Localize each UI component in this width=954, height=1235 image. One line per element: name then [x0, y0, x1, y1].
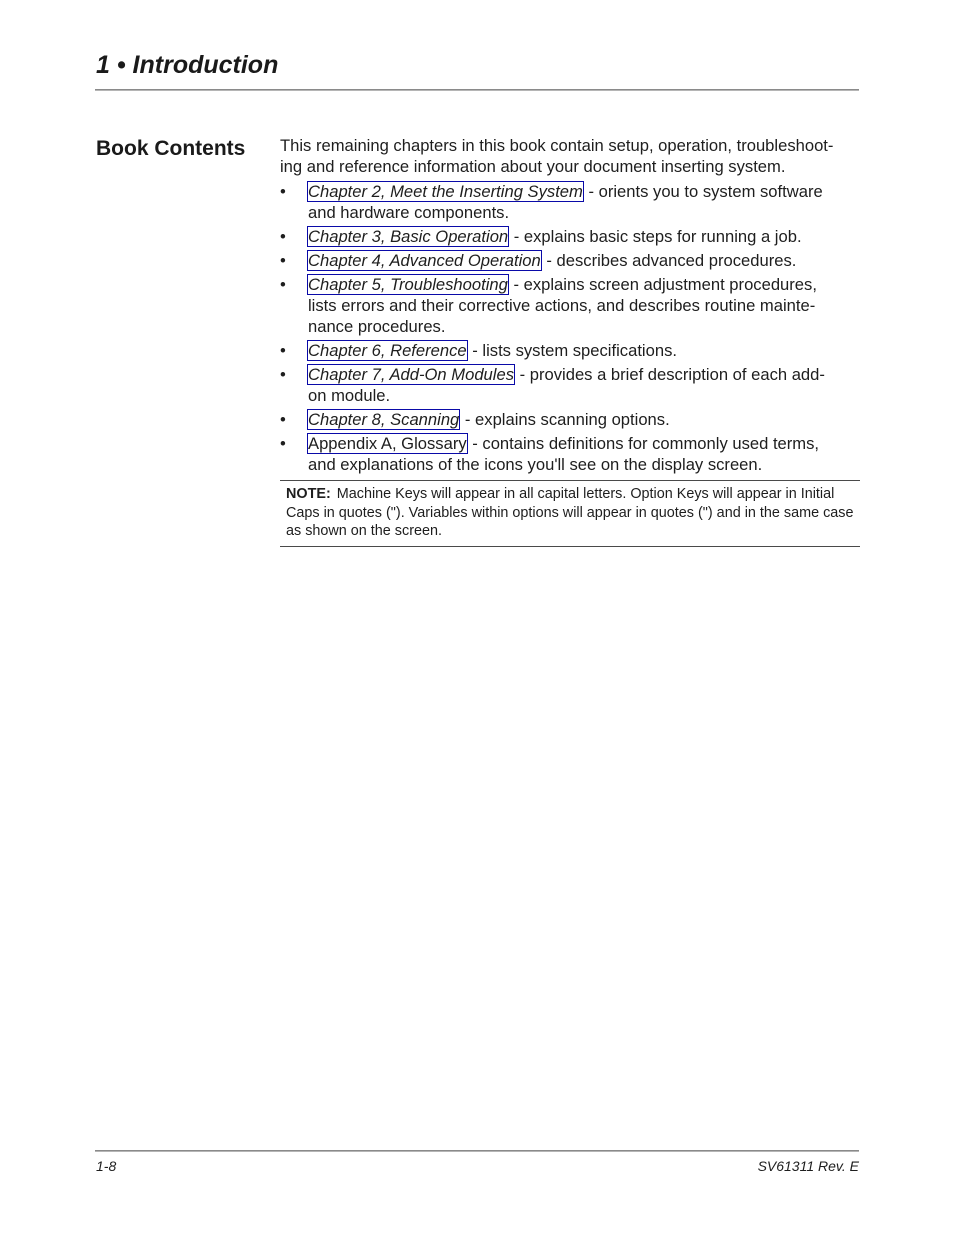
- bullet: •: [280, 275, 286, 294]
- chapter-title: 1 • Introduction: [96, 51, 279, 79]
- list-item-description: - explains scanning options.: [460, 410, 670, 429]
- list-item-description: - explains screen adjustment procedures, lists errors and their corrective actions, and describes routine mainte-nance procedures.: [308, 275, 817, 336]
- list-item: [280, 433, 843, 475]
- note-label: NOTE:: [286, 486, 331, 502]
- contents-list: [280, 181, 860, 475]
- chapter-3-link[interactable]: Chapter 3, Basic Operation: [308, 227, 509, 246]
- note-box: [280, 480, 860, 547]
- bullet: •: [280, 410, 286, 429]
- bullet: •: [280, 434, 286, 453]
- note-text: Machine Keys will appear in all capital letters. Option Keys will appear in Initial Caps in quotes ("). Variables within options will appear in quotes (") and in the same case as shown on the screen.: [286, 486, 854, 539]
- section-body: [280, 135, 860, 478]
- intro-paragraph: This remaining chapters in this book contain setup, operation, troubleshoot-ing and reference information about your document inserting system.: [280, 136, 834, 176]
- bullet: •: [280, 227, 286, 246]
- list-item: [280, 274, 843, 337]
- list-item: [280, 340, 843, 361]
- document-id: SV61311 Rev. E: [757, 1158, 859, 1174]
- list-item-description: - provides a brief description of each add-on module.: [308, 365, 825, 405]
- chapter-7-link[interactable]: Chapter 7, Add-On Modules: [308, 365, 514, 384]
- chapter-2-link[interactable]: Chapter 2, Meet the Inserting System: [308, 182, 583, 201]
- list-item: [280, 409, 843, 430]
- section-heading: Book Contents: [96, 137, 246, 160]
- footer-divider: [95, 1150, 859, 1152]
- chapter-4-link[interactable]: Chapter 4, Advanced Operation: [308, 251, 541, 270]
- list-item-description: - lists system specifications.: [467, 341, 677, 360]
- bullet: •: [280, 251, 286, 270]
- bullet: •: [280, 182, 286, 201]
- list-item-description: - contains definitions for commonly used terms, and explanations of the icons you'll see on the display screen.: [308, 434, 820, 474]
- list-item: [280, 226, 843, 247]
- list-item-description: - orients you to system software and hardware components.: [308, 182, 823, 222]
- chapter-5-link[interactable]: Chapter 5, Troubleshooting: [308, 275, 508, 294]
- list-item: [280, 250, 843, 271]
- appendix-a-link[interactable]: Appendix A, Glossary: [308, 434, 467, 453]
- bullet: •: [280, 341, 286, 360]
- bullet: •: [280, 365, 286, 384]
- list-item: [280, 364, 843, 406]
- list-item-description: - explains basic steps for running a job.: [509, 227, 802, 246]
- header-divider: [95, 89, 859, 91]
- list-item: [280, 181, 843, 223]
- chapter-6-link[interactable]: Chapter 6, Reference: [308, 341, 467, 360]
- list-item-description: - describes advanced procedures.: [541, 251, 797, 270]
- chapter-8-link[interactable]: Chapter 8, Scanning: [308, 410, 460, 429]
- page-number: 1-8: [96, 1158, 117, 1174]
